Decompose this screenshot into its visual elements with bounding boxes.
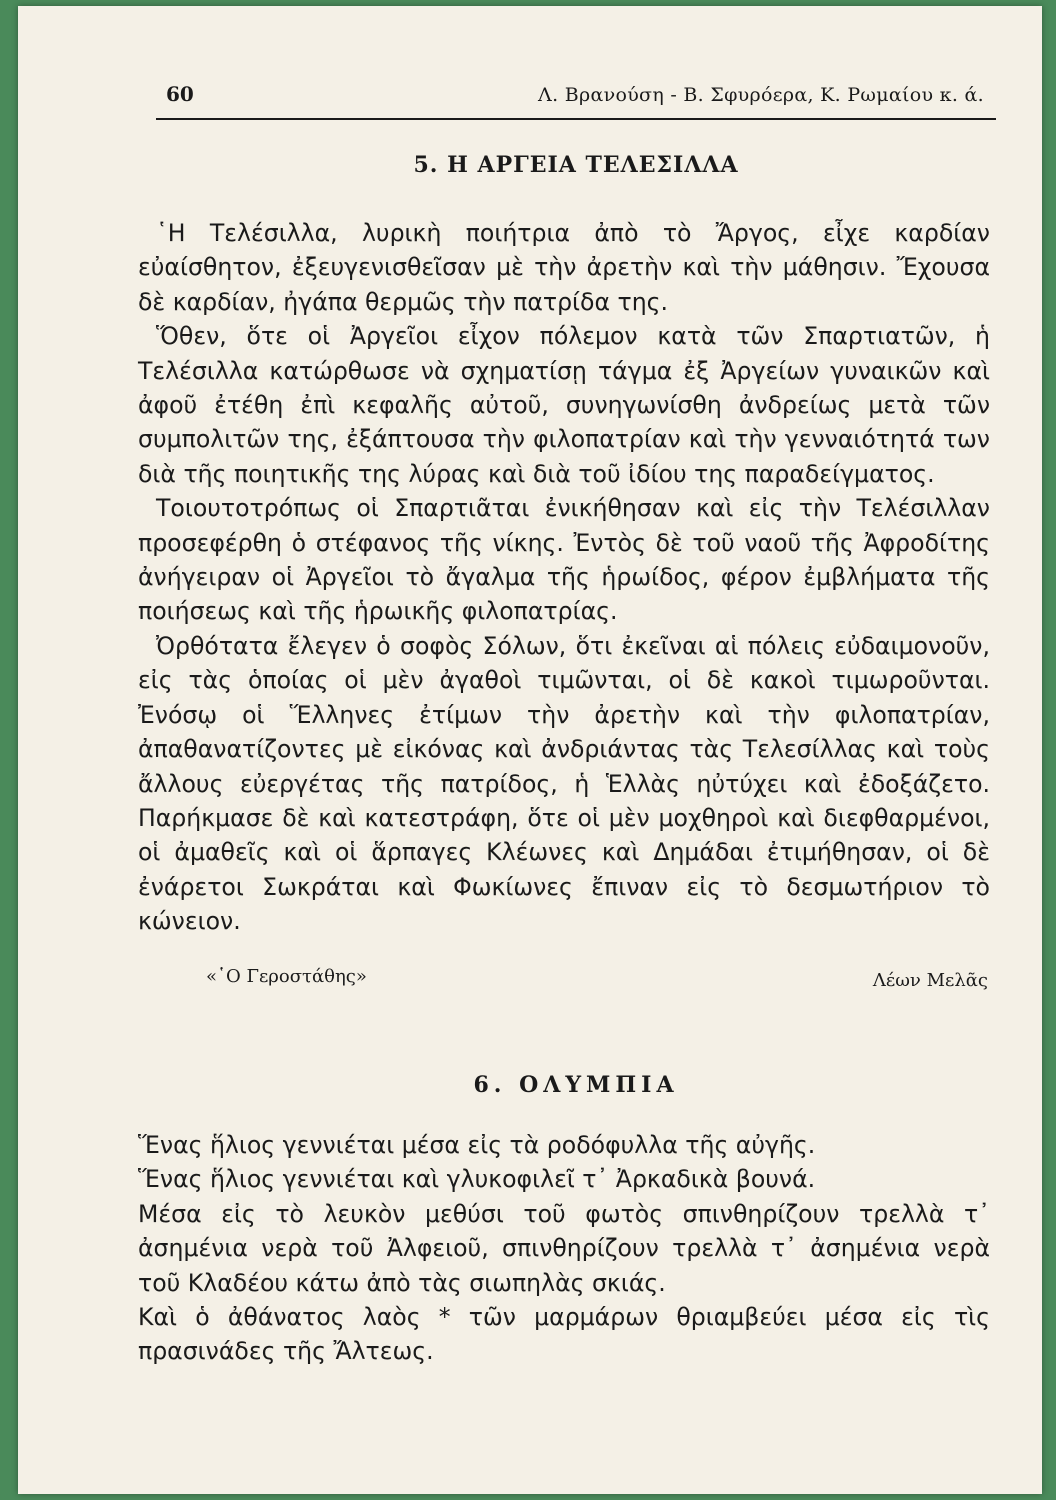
paragraph: Ἕνας ἥλιος γεννιέται καὶ γλυκοφιλεῖ τ᾿ Ἀρκαδικὰ βουνά. <box>138 1165 816 1194</box>
book-page <box>18 6 1042 1494</box>
section-title-olympia: 6. ΟΛΥΜΠΙΑ <box>473 1072 679 1098</box>
page-header <box>156 78 996 120</box>
page-number: 60 <box>166 82 194 106</box>
attribution-source: «῾Ο Γεροστάθης» <box>206 966 367 987</box>
paragraph: Τοιουτοτρόπως οἱ Σπαρτιᾶται ἐνικήθησαν καὶ εἰς τὴν Τελέσιλλαν προσεφέρθη ὁ στέφανος τῆς νίκης. Ἐντὸς δὲ τοῦ ναοῦ τῆς Ἀφροδίτης ἀνήγειραν οἱ Ἀργεῖοι τὸ ἄγαλμα τῆς ἡρωίδος, φέρον ἐμβλήματα τῆς ποιήσεως καὶ τῆς ἡρωικῆς φιλοπατρίας. <box>138 494 990 626</box>
paragraph: Καὶ ὁ ἀθάνατος λαὸς * τῶν μαρμάρων θριαμβεύει μέσα εἰς τὶς πρασινάδες τῆς Ἄλτεως. <box>138 1303 990 1366</box>
section-body-olympia <box>138 1128 990 1369</box>
attribution <box>198 964 988 994</box>
paragraph: Μέσα εἰς τὸ λευκὸν μεθύσι τοῦ φωτὸς σπινθηρίζουν τρελλὰ τ᾿ ἀσημένια νερὰ τοῦ Ἀλφειοῦ, σπινθηρίζουν τρελλὰ τ᾿ ἀσημένια νερὰ τοῦ Κλαδέου κάτω ἀπὸ τὰς σιωπηλὰς σκιάς. <box>138 1199 990 1297</box>
paragraph: Ὅθεν, ὅτε οἱ Ἀργεῖοι εἶχον πόλεμον κατὰ τῶν Σπαρτιατῶν, ἡ Τελέσιλλα κατώρθωσε νὰ σχηματίσῃ τάγμα ἐξ Ἀργείων γυναικῶν καὶ ἀφοῦ ἐτέθη ἐπὶ κεφαλῆς αὐτοῦ, συνηγωνίσθη ἀνδρείως μετὰ τῶν συμπολιτῶν της, ἐξάπτουσα τὴν φιλοπατρίαν καὶ τὴν γενναιότητά των διὰ τῆς ποιητικῆς της λύρας καὶ διὰ τοῦ ἰδίου της παραδείγματος. <box>138 322 990 488</box>
paragraph: ῾Η Τελέσιλλα, λυρικὴ ποιήτρια ἀπὸ τὸ Ἄργος, εἶχε καρδίαν εὐαίσθητον, ἐξευγενισθεῖσαν μὲ τὴν ἀρετὴν καὶ τὴν μάθησιν. Ἔχουσα δὲ καρδίαν, ἠγάπα θερμῶς τὴν πατρίδα της. <box>138 219 990 316</box>
paragraph: Ὀρθότατα ἔλεγεν ὁ σοφὸς Σόλων, ὅτι ἐκεῖναι αἱ πόλεις εὐδαιμονοῦν, εἰς τὰς ὁποίας οἱ μὲν ἀγαθοὶ τιμῶνται, οἱ δὲ κακοὶ τιμωροῦνται. Ἐνόσῳ οἱ Ἕλληνες ἐτίμων τὴν ἀρετὴν καὶ τὴν φιλοπατρίαν, ἀπαθανατίζοντες μὲ εἰκόνας καὶ ἀνδριάντας τὰς Τελεσίλλας καὶ τοὺς ἄλλους εὐεργέτας τῆς πατρίδος, ἡ Ἑλλὰς ηὐτύχει καὶ ἐδοξάζετο. Παρήκμασε δὲ καὶ κατεστράφη, ὅτε οἱ μὲν μοχθηροὶ καὶ διεφθαρμένοι, οἱ ἀμαθεῖς καὶ οἱ ἅρπαγες Κλέωνες καὶ Δημάδαι ἐτιμήθησαν, οἱ δὲ ἐνάρετοι Σωκράται καὶ Φωκίωνες ἔπιναν εἰς τὸ δεσμωτήριον τὸ κώνειον. <box>138 631 990 936</box>
running-head-authors: Λ. Βρανούση - Β. Σφυρόερα, Κ. Ρωμαίου κ. ά. <box>538 84 984 106</box>
paragraph: Ἕνας ἥλιος γεννιέται μέσα εἰς τὰ ροδόφυλλα τῆς αὐγῆς. <box>138 1131 816 1159</box>
section-title-telesilla: 5. Η ΑΡΓΕΙΑ ΤΕΛΕΣΙΛΛΑ <box>413 152 739 178</box>
section-body-telesilla <box>138 216 990 939</box>
attribution-author: Λέων Μελᾶς <box>872 970 988 991</box>
